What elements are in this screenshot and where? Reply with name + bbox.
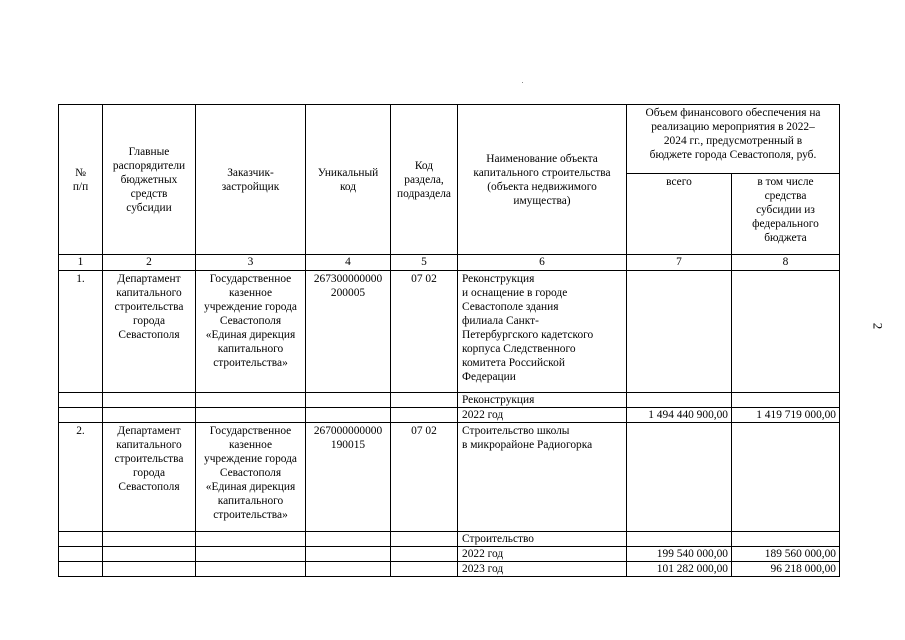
empty-cell — [391, 562, 458, 577]
header-number: № п/п — [59, 105, 103, 255]
row-object-name: Реконструкция и оснащение в городе Севастополе здания филиала Санкт- Петербургского кадетского корпуса Следственного комитета Российской Федерации — [458, 271, 627, 393]
col-number-7: 7 — [627, 255, 732, 271]
empty-cell — [391, 408, 458, 423]
empty-cell — [391, 393, 458, 408]
empty-cell — [306, 393, 391, 408]
header-section-code: Код раздела, подраздела — [391, 105, 458, 255]
empty-cell — [103, 408, 196, 423]
col-number-3: 3 — [196, 255, 306, 271]
empty-cell — [103, 562, 196, 577]
budget-table — [58, 104, 840, 577]
empty-cell — [627, 393, 732, 408]
empty-cell — [196, 393, 306, 408]
empty-cell — [196, 562, 306, 577]
row-unique-code: 267300000000 200005 — [306, 271, 391, 393]
empty-cell — [59, 408, 103, 423]
row-year-federal: 189 560 000,00 — [732, 547, 840, 562]
row-total — [627, 423, 732, 532]
col-number-2: 2 — [103, 255, 196, 271]
row-total — [627, 271, 732, 393]
empty-cell — [627, 532, 732, 547]
col-number-6: 6 — [458, 255, 627, 271]
empty-cell — [59, 532, 103, 547]
empty-cell — [306, 532, 391, 547]
empty-cell — [391, 532, 458, 547]
row-year-federal: 96 218 000,00 — [732, 562, 840, 577]
row-federal — [732, 271, 840, 393]
header-total: всего — [627, 174, 732, 255]
row-work-type: Строительство — [458, 532, 627, 547]
empty-cell — [732, 532, 840, 547]
empty-cell — [59, 562, 103, 577]
col-number-4: 4 — [306, 255, 391, 271]
row-object-name: Строительство школы в микрорайоне Радиогорка — [458, 423, 627, 532]
row-year-federal: 1 419 719 000,00 — [732, 408, 840, 423]
empty-cell — [103, 393, 196, 408]
empty-cell — [196, 408, 306, 423]
row-federal — [732, 423, 840, 532]
row-distributor: Департамент капитального строительства города Севастополя — [103, 423, 196, 532]
row-year: 2023 год — [458, 562, 627, 577]
header-unique-code: Уникальный код — [306, 105, 391, 255]
row-number: 1. — [59, 271, 103, 393]
row-year-total: 101 282 000,00 — [627, 562, 732, 577]
empty-cell — [103, 532, 196, 547]
header-federal: в том числе средства субсидии из федерального бюджета — [732, 174, 840, 255]
header-object-name: Наименование объекта капитального строительства (объекта недвижимого имущества) — [458, 105, 627, 255]
row-year-total: 1 494 440 900,00 — [627, 408, 732, 423]
empty-cell — [306, 562, 391, 577]
row-section-code: 07 02 — [391, 271, 458, 393]
empty-cell — [306, 547, 391, 562]
empty-cell — [59, 547, 103, 562]
empty-cell — [196, 532, 306, 547]
empty-cell — [196, 547, 306, 562]
row-section-code: 07 02 — [391, 423, 458, 532]
header-financing: Объем финансового обеспечения на реализацию мероприятия в 2022– 2024 гг., предусмотренный в бюджете города Севастополя, руб. — [627, 105, 840, 174]
col-number-5: 5 — [391, 255, 458, 271]
header-customer: Заказчик- застройщик — [196, 105, 306, 255]
empty-cell — [103, 547, 196, 562]
empty-cell — [306, 408, 391, 423]
scan-speck — [522, 82, 523, 83]
row-work-type: Реконструкция — [458, 393, 627, 408]
row-customer: Государственное казенное учреждение города Севастополя «Единая дирекция капитального строительства» — [196, 271, 306, 393]
row-year-total: 199 540 000,00 — [627, 547, 732, 562]
header-distributor: Главные распорядители бюджетных средств субсидии — [103, 105, 196, 255]
col-number-1: 1 — [59, 255, 103, 271]
row-year: 2022 год — [458, 408, 627, 423]
row-unique-code: 267000000000 190015 — [306, 423, 391, 532]
row-number: 2. — [59, 423, 103, 532]
row-customer: Государственное казенное учреждение города Севастополя «Единая дирекция капитального строительства» — [196, 423, 306, 532]
col-number-8: 8 — [732, 255, 840, 271]
row-distributor: Департамент капитального строительства города Севастополя — [103, 271, 196, 393]
empty-cell — [391, 547, 458, 562]
empty-cell — [732, 393, 840, 408]
empty-cell — [59, 393, 103, 408]
page-number: 2 — [870, 322, 886, 330]
row-year: 2022 год — [458, 547, 627, 562]
